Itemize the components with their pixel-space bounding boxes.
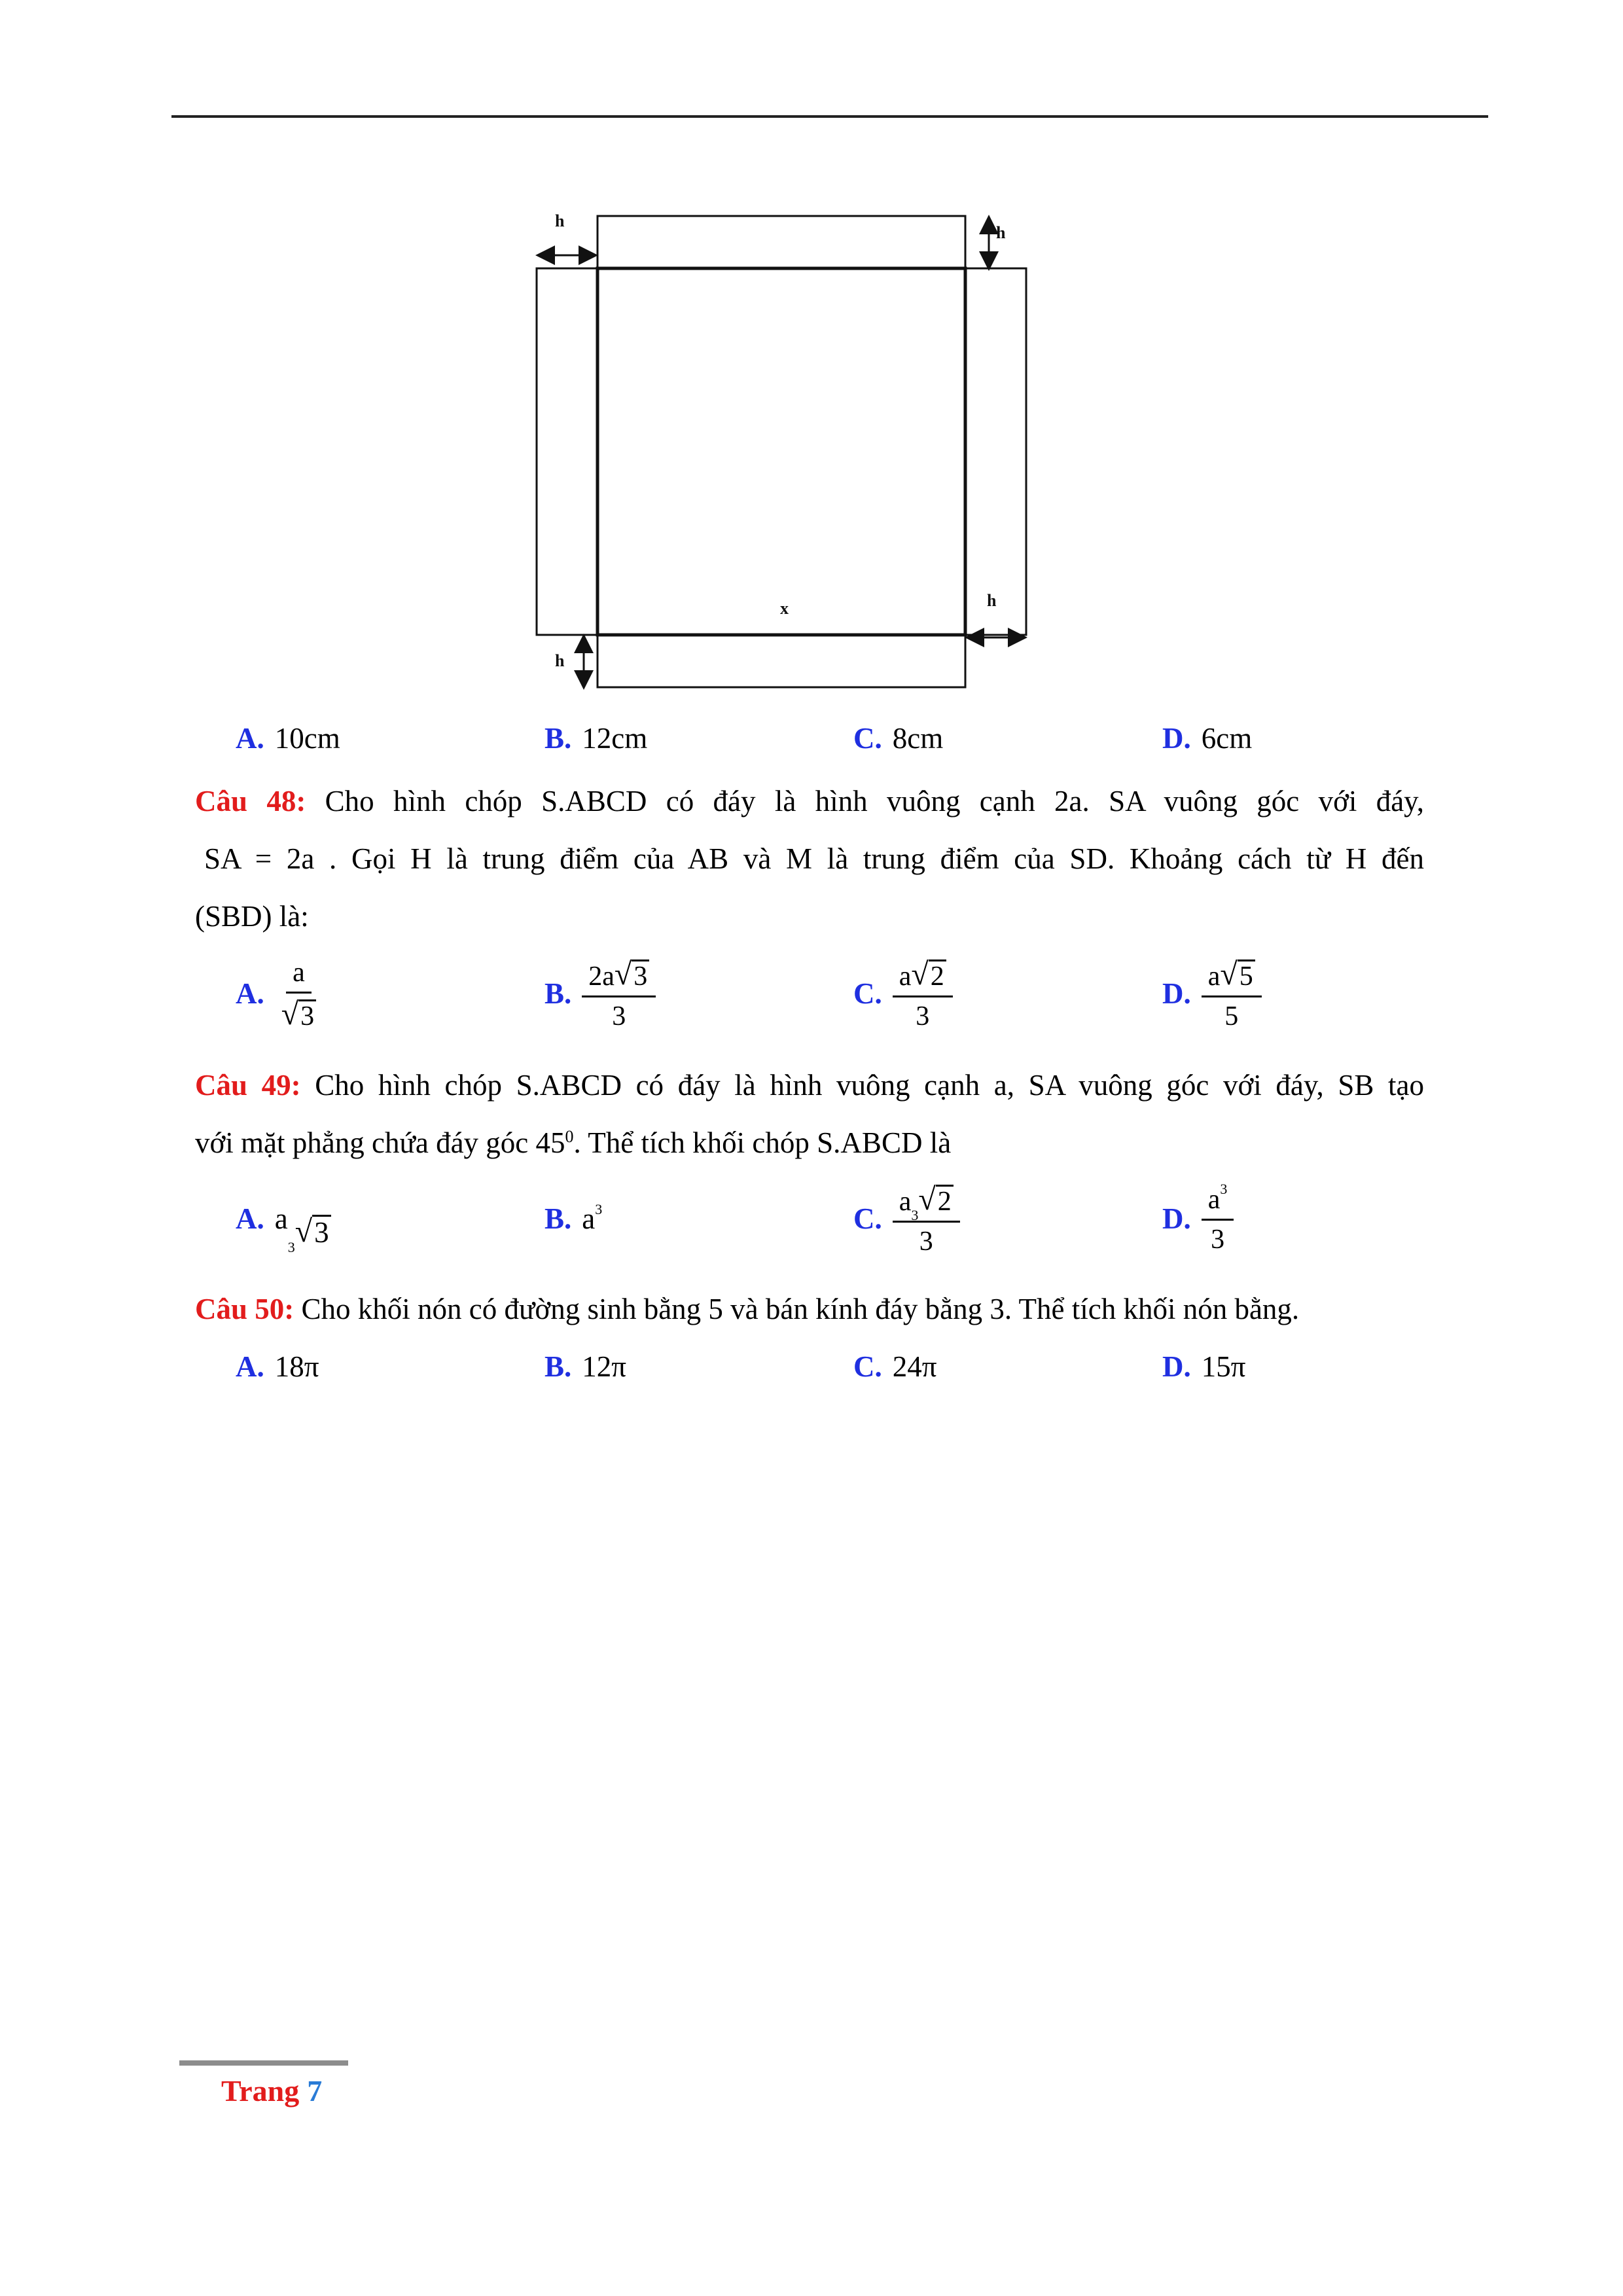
q49-option-b[interactable] <box>544 1179 602 1258</box>
expression: a 3 √ 3 <box>275 1190 331 1247</box>
h-label-top-right: h <box>996 223 1006 242</box>
q48-line2: SA = 2a . Gọi H là trung điểm của AB và M là trung điểm của SD. Khoảng cách từ H đến <box>204 842 1424 875</box>
option-text: 10cm <box>274 722 340 755</box>
option-text: 18π <box>274 1350 319 1383</box>
flap-bottom <box>597 635 965 687</box>
h-label-bottom-left: h <box>555 651 565 670</box>
option-letter: D. <box>1162 1202 1191 1235</box>
q48-head: Câu 48: <box>195 785 306 817</box>
fraction: 2a √ 3 3 <box>582 956 656 1031</box>
q48-line1: Cho hình chóp S.ABCD có đáy là hình vuông cạnh 2a. SA vuông góc với đáy, <box>325 785 1425 817</box>
q48-option-d[interactable] <box>1162 954 1262 1033</box>
fraction: a √ 5 5 <box>1202 956 1262 1031</box>
q50-line1: Cho khối nón có đường sinh bằng 5 và bán kính đáy bằng 3. Thể tích khối nón bằng. <box>301 1293 1300 1325</box>
option-text: 12cm <box>582 722 648 755</box>
fraction: a √ 3 <box>275 956 323 1031</box>
option-letter: A. <box>236 1202 264 1235</box>
q47-option-a[interactable] <box>236 706 340 771</box>
option-letter: A. <box>236 722 264 755</box>
page-footer <box>221 2073 322 2108</box>
box-net-figure <box>524 187 1047 704</box>
q47-options <box>195 706 1424 771</box>
option-letter: C. <box>853 722 882 755</box>
fraction: $\frac{a^3}{3}$ <box>1202 1183 1234 1255</box>
base-square <box>597 268 965 635</box>
sqrt-sign: √ <box>918 1181 936 1217</box>
q50-options <box>195 1334 1424 1399</box>
option-letter: C. <box>853 1202 882 1235</box>
option-letter: D. <box>1162 977 1191 1010</box>
option-letter: B. <box>544 722 572 755</box>
expression: $a^3$ <box>582 1201 603 1235</box>
q49-head: Câu 49: <box>195 1069 301 1102</box>
q50-option-a[interactable] <box>236 1334 319 1399</box>
option-letter: A. <box>236 977 264 1010</box>
q50-head: Câu 50: <box>195 1293 294 1325</box>
q48-option-a[interactable] <box>236 954 323 1033</box>
q49-option-d[interactable] <box>1162 1179 1234 1258</box>
option-text: 12π <box>582 1350 626 1383</box>
q50-option-d[interactable] <box>1162 1334 1245 1399</box>
sqrt-sign: √ <box>294 1214 313 1249</box>
q49-stem <box>195 1056 1424 1172</box>
option-letter: D. <box>1162 1350 1191 1383</box>
flap-right <box>965 268 1026 635</box>
q49-option-a[interactable] <box>236 1179 331 1258</box>
x-label: x <box>780 599 789 618</box>
q49-option-c[interactable] <box>853 1179 960 1258</box>
option-text: 24π <box>892 1350 937 1383</box>
flap-left <box>537 268 597 635</box>
sqrt-sign: √ <box>614 956 632 992</box>
q47-option-b[interactable] <box>544 706 647 771</box>
option-letter: B. <box>544 977 572 1010</box>
sqrt-sign: √ <box>911 956 929 992</box>
flap-top <box>597 216 965 268</box>
q48-option-c[interactable] <box>853 954 953 1033</box>
q49-options <box>195 1179 1424 1258</box>
option-letter: B. <box>544 1202 572 1235</box>
option-text: 15π <box>1201 1350 1246 1383</box>
q50-stem <box>195 1280 1424 1338</box>
q48-option-b[interactable] <box>544 954 656 1033</box>
sqrt-sign: √ <box>281 996 299 1031</box>
option-letter: A. <box>236 1350 264 1383</box>
page-label: Trang <box>221 2074 300 2108</box>
option-text: 8cm <box>892 722 944 755</box>
h-label-top-left: h <box>555 211 565 230</box>
q48-stem <box>195 772 1424 945</box>
page-number: 7 <box>307 2074 323 2108</box>
option-text: 6cm <box>1201 722 1253 755</box>
q48-line3: (SBD) là: <box>195 900 309 933</box>
fraction: a √ 2 3 <box>893 956 953 1031</box>
q47-option-d[interactable] <box>1162 706 1252 771</box>
sqrt-sign: √ <box>1220 956 1238 992</box>
q50-option-b[interactable] <box>544 1334 626 1399</box>
option-letter: C. <box>853 977 882 1010</box>
q47-option-c[interactable] <box>853 706 943 771</box>
fraction: a 3 √ 2 3 <box>893 1181 960 1257</box>
footer-rule <box>179 2060 348 2066</box>
q49-line2: với mặt phẳng chứa đáy góc $45^0$. Thể tích khối chóp S.ABCD là <box>195 1126 952 1159</box>
h-label-right: h <box>987 591 997 610</box>
option-letter: B. <box>544 1350 572 1383</box>
option-letter: C. <box>853 1350 882 1383</box>
q49-line1: Cho hình chóp S.ABCD có đáy là hình vuông cạnh a, SA vuông góc với đáy, SB tạo <box>315 1069 1424 1102</box>
q48-options <box>195 954 1424 1033</box>
header-rule <box>171 115 1488 118</box>
q50-option-c[interactable] <box>853 1334 936 1399</box>
option-letter: D. <box>1162 722 1191 755</box>
